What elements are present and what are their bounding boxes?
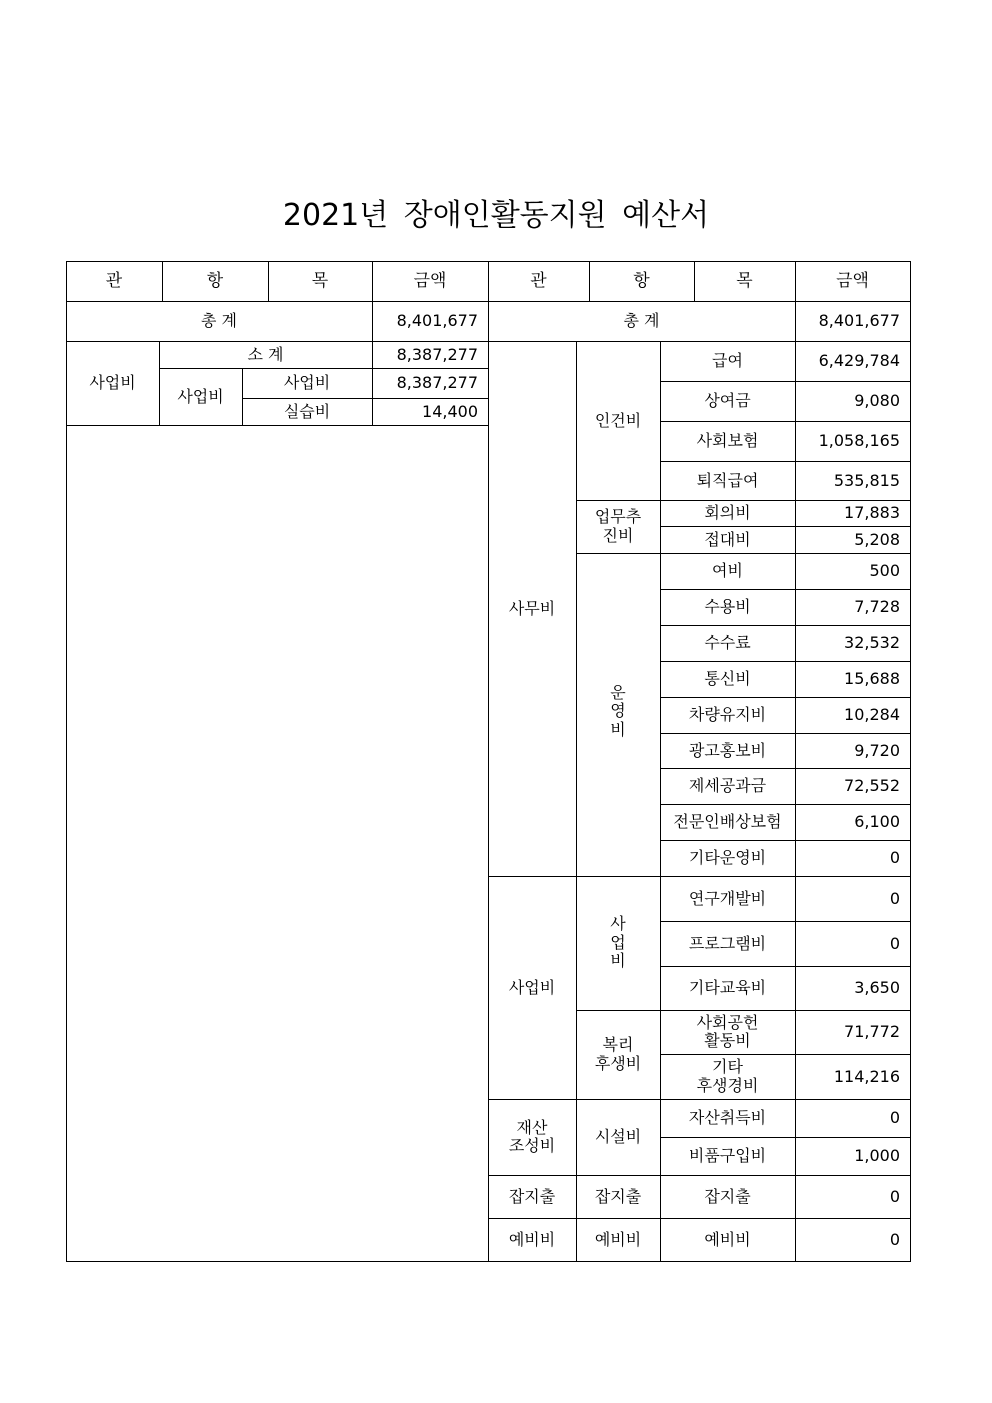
expense-mok: 비품구입비 bbox=[688, 1146, 767, 1166]
expense-total-label: 총 계 bbox=[623, 311, 660, 331]
grid-line-h bbox=[488, 1218, 911, 1219]
expense-hang-project: 사 업 비 bbox=[610, 914, 626, 971]
grid-line-h bbox=[488, 1175, 911, 1176]
income-total-amount: 8,401,677 bbox=[396, 311, 478, 331]
header-gwan-income: 관 bbox=[105, 270, 123, 291]
grid-line-h bbox=[576, 500, 911, 501]
expense-gwan-misc: 잡지출 bbox=[508, 1186, 556, 1206]
expense-amount: 5,208 bbox=[854, 529, 900, 549]
grid-line-h bbox=[159, 368, 489, 369]
grid-line-v bbox=[372, 261, 373, 302]
grid-line-v bbox=[660, 341, 661, 1262]
expense-amount: 0 bbox=[889, 1108, 900, 1128]
expense-mok: 여비 bbox=[712, 561, 743, 581]
expense-mok: 통신비 bbox=[704, 669, 751, 689]
expense-amount: 15,688 bbox=[844, 669, 900, 689]
expense-amount: 3,650 bbox=[854, 978, 900, 998]
grid-line-h bbox=[660, 768, 911, 769]
expense-amount: 1,058,165 bbox=[818, 431, 900, 451]
expense-mok: 수용비 bbox=[704, 597, 751, 617]
expense-amount: 0 bbox=[889, 848, 900, 868]
expense-gwan-reserve: 예비비 bbox=[508, 1229, 556, 1249]
grid-line-h bbox=[660, 733, 911, 734]
expense-mok: 퇴직급여 bbox=[696, 470, 759, 490]
grid-line-v bbox=[159, 341, 160, 426]
expense-amount: 500 bbox=[869, 561, 900, 581]
grid-line-v bbox=[910, 261, 911, 1262]
grid-line-h bbox=[66, 425, 489, 426]
expense-mok: 수수료 bbox=[704, 633, 751, 653]
income-mok: 사업비 bbox=[283, 373, 331, 393]
grid-line-h bbox=[660, 697, 911, 698]
grid-line-v bbox=[162, 261, 163, 302]
income-hang: 사업비 bbox=[177, 386, 224, 406]
header-amount-expense: 금액 bbox=[836, 270, 869, 291]
expense-amount: 1,000 bbox=[854, 1146, 900, 1166]
expense-gwan-property: 재산 조성비 bbox=[508, 1117, 556, 1155]
expense-hang-facility: 시설비 bbox=[594, 1127, 642, 1147]
expense-mok: 차량유지비 bbox=[688, 705, 767, 725]
expense-mok: 기타 후생경비 bbox=[696, 1057, 759, 1095]
expense-mok: 사회공헌 활동비 bbox=[696, 1012, 759, 1050]
grid-line-h bbox=[660, 661, 911, 662]
grid-line-h bbox=[660, 1054, 911, 1055]
grid-line-h bbox=[660, 589, 911, 590]
expense-amount: 114,216 bbox=[833, 1066, 900, 1086]
grid-line-v bbox=[795, 301, 796, 1262]
grid-line-v bbox=[576, 341, 577, 1262]
grid-line-h bbox=[488, 1099, 911, 1100]
income-amount: 8,387,277 bbox=[396, 373, 478, 393]
expense-amount: 0 bbox=[889, 1186, 900, 1206]
expense-gwan-office: 사무비 bbox=[508, 598, 556, 618]
income-amount: 14,400 bbox=[422, 401, 478, 421]
grid-line-h bbox=[488, 876, 911, 877]
grid-line-h bbox=[242, 398, 489, 399]
expense-mok: 잡지출 bbox=[704, 1186, 751, 1206]
expense-amount: 71,772 bbox=[844, 1022, 900, 1042]
expense-amount: 72,552 bbox=[844, 776, 900, 796]
expense-hang-welfare: 복리 후생비 bbox=[594, 1035, 642, 1073]
header-mok-expense: 목 bbox=[736, 270, 753, 291]
expense-hang-reserve: 예비비 bbox=[594, 1229, 642, 1249]
expense-mok: 전문인배상보험 bbox=[673, 812, 782, 832]
expense-hang-misc: 잡지출 bbox=[594, 1186, 642, 1206]
grid-line-v bbox=[242, 368, 243, 426]
expense-hang-personnel: 인건비 bbox=[594, 410, 642, 430]
expense-amount: 6,100 bbox=[854, 812, 900, 832]
header-hang-income: 항 bbox=[206, 270, 224, 291]
expense-mok: 예비비 bbox=[704, 1229, 751, 1249]
expense-amount: 17,883 bbox=[844, 503, 900, 523]
income-mok: 실습비 bbox=[283, 401, 331, 421]
expense-mok: 자산취득비 bbox=[688, 1108, 767, 1128]
expense-mok: 기타교육비 bbox=[688, 978, 767, 998]
expense-total-amount: 8,401,677 bbox=[818, 311, 900, 331]
expense-mok: 프로그램비 bbox=[688, 933, 767, 953]
expense-amount: 10,284 bbox=[844, 705, 900, 725]
grid-line-h bbox=[660, 804, 911, 805]
expense-mok: 사회보험 bbox=[696, 431, 759, 451]
grid-line-h bbox=[660, 421, 911, 422]
expense-hang-operation: 운 영 비 bbox=[610, 682, 626, 739]
expense-amount: 0 bbox=[889, 933, 900, 953]
grid-line-h bbox=[576, 553, 911, 554]
expense-mok: 급여 bbox=[712, 351, 743, 371]
grid-line-h bbox=[660, 461, 911, 462]
expense-amount: 6,429,784 bbox=[818, 351, 900, 371]
expense-hang-promotion: 업무추 진비 bbox=[594, 507, 642, 545]
expense-amount: 9,720 bbox=[854, 740, 900, 760]
grid-line-h bbox=[660, 966, 911, 967]
income-subtotal-amount: 8,387,277 bbox=[396, 344, 478, 364]
expense-amount: 9,080 bbox=[854, 391, 900, 411]
income-gwan: 사업비 bbox=[89, 373, 136, 393]
expense-amount: 32,532 bbox=[844, 633, 900, 653]
expense-gwan-business: 사업비 bbox=[508, 977, 556, 997]
grid-line-v bbox=[268, 261, 269, 302]
grid-line-v bbox=[795, 261, 796, 302]
expense-mok: 광고홍보비 bbox=[688, 740, 767, 760]
grid-line-h bbox=[660, 625, 911, 626]
grid-line-v bbox=[66, 261, 67, 1262]
expense-amount: 0 bbox=[889, 888, 900, 908]
grid-line-v bbox=[694, 261, 695, 302]
grid-line-h bbox=[660, 921, 911, 922]
expense-amount: 535,815 bbox=[833, 470, 900, 490]
expense-mok: 연구개발비 bbox=[688, 888, 767, 908]
expense-mok: 제세공과금 bbox=[688, 776, 767, 796]
grid-line-h bbox=[660, 840, 911, 841]
grid-line-v bbox=[488, 261, 489, 1262]
header-gwan-expense: 관 bbox=[530, 270, 547, 291]
grid-line-h bbox=[576, 1010, 911, 1011]
income-total-label: 총 계 bbox=[201, 311, 237, 331]
grid-line-v bbox=[589, 261, 590, 302]
header-amount-income: 금액 bbox=[413, 270, 447, 291]
header-mok-income: 목 bbox=[311, 270, 329, 291]
page-title: 2021년 장애인활동지원 예산서 bbox=[282, 198, 710, 233]
expense-mok: 접대비 bbox=[704, 529, 751, 549]
income-subtotal-label: 소 계 bbox=[247, 344, 284, 364]
grid-line-h bbox=[660, 381, 911, 382]
expense-mok: 회의비 bbox=[704, 503, 751, 523]
expense-mok: 상여금 bbox=[704, 391, 751, 411]
grid-line-h bbox=[660, 526, 911, 527]
header-hang-expense: 항 bbox=[633, 270, 650, 291]
grid-line-v bbox=[372, 301, 373, 426]
grid-line-h bbox=[660, 1137, 911, 1138]
expense-amount: 7,728 bbox=[854, 597, 900, 617]
expense-mok: 기타운영비 bbox=[688, 848, 767, 868]
expense-amount: 0 bbox=[889, 1229, 900, 1249]
